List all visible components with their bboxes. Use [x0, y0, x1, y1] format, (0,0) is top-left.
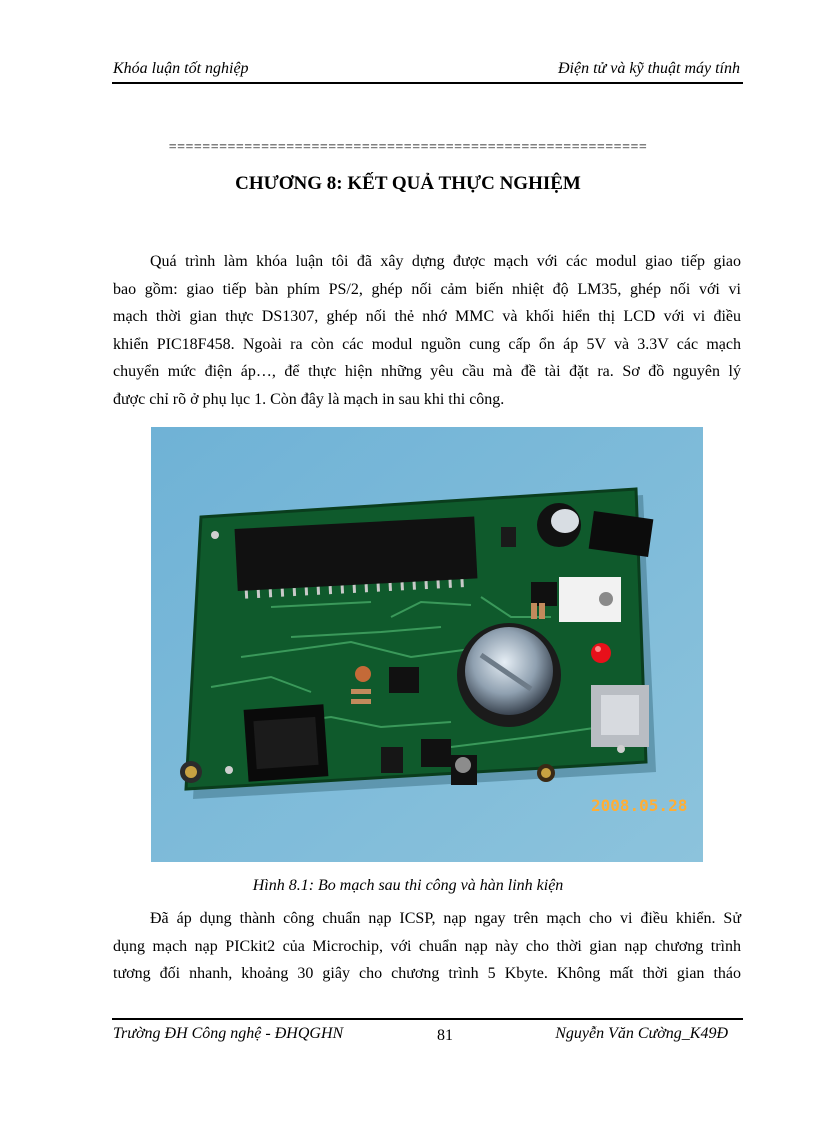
paragraph-icsp [113, 905, 741, 988]
paragraph-line: chuyển mức điện áp…, để thực hiện những yêu cầu mà đề tài đặt ra. Sơ đồ nguyên lý [113, 363, 741, 380]
paragraph-line: bao gồm: giao tiếp bàn phím PS/2, ghép nối cảm biến nhiệt độ LM35, ghép nối với vi [113, 280, 741, 298]
footer-left: Trường ĐH Công nghệ - ĐHQGHN [113, 1025, 344, 1042]
paragraph-line: Quá trình làm khóa luận tôi đã xây dựng được mạch với các modul giao tiếp giao [150, 253, 741, 270]
separator-line: ========================================================= [168, 140, 648, 155]
page-number: 81 [437, 1027, 453, 1044]
paragraph-line: mạch thời gian thực DS1307, ghép nối thẻ nhớ MMC và khối hiển thị LCD với vi điều [113, 308, 741, 325]
footer-right: Nguyễn Văn Cường_K49Đ [555, 1025, 728, 1042]
paragraph-line: khiển PIC18F458. Ngoài ra còn các modul nguồn cung cấp ổn áp 5V và 3.3V các mạch [113, 335, 741, 353]
paragraph-intro [113, 248, 741, 413]
footer-rule [112, 1018, 743, 1020]
chapter-title: CHƯƠNG 8: KẾT QUẢ THỰC NGHIỆM [235, 173, 581, 194]
header-rule [112, 82, 743, 84]
circuit-board-photo [151, 427, 703, 862]
paragraph-line: dụng mạch nạp PICkit2 của Microchip, với chuẩn nạp này cho thời gian nạp chương trình [113, 937, 741, 955]
header-right: Điện tử và kỹ thuật máy tính [557, 60, 740, 77]
header-left: Khóa luận tốt nghiệp [113, 60, 249, 77]
figure-caption: Hình 8.1: Bo mạch sau thi công và hàn linh kiện [252, 877, 564, 894]
paragraph-line: tương đối nhanh, khoảng 30 giây cho chương trình 5 Kbyte. Không mất thời gian tháo [113, 965, 741, 982]
photo-date-stamp: 2008.05.28 [591, 796, 688, 815]
paragraph-line: được chỉ rõ ở phụ lục 1. Còn đây là mạch in sau khi thi công. [113, 390, 505, 408]
paragraph-line: Đã áp dụng thành công chuẩn nạp ICSP, nạp ngay trên mạch cho vi điều khiển. Sử [150, 910, 741, 927]
